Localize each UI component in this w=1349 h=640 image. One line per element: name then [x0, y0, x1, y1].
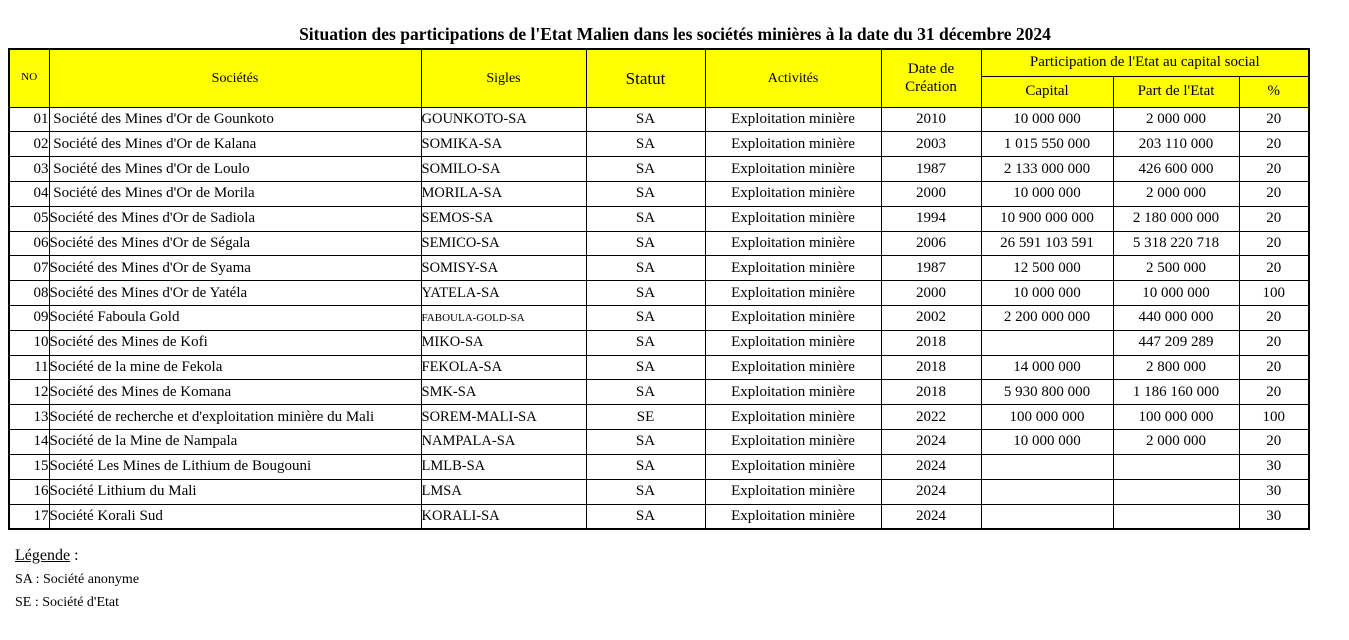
header-date-creation: Date de Création: [881, 49, 981, 107]
cell-no: 16: [9, 479, 49, 504]
cell-part-etat: 2 000 000: [1113, 107, 1239, 132]
cell-pourcentage: 20: [1239, 231, 1309, 256]
cell-date-creation: 2018: [881, 380, 981, 405]
cell-no: 08: [9, 281, 49, 306]
cell-societe: Société des Mines d'Or de Yatéla: [49, 281, 421, 306]
cell-no: 09: [9, 306, 49, 331]
cell-activite: Exploitation minière: [705, 256, 881, 281]
cell-no: 14: [9, 430, 49, 455]
cell-pourcentage: 20: [1239, 256, 1309, 281]
cell-no: 05: [9, 206, 49, 231]
cell-pourcentage: 20: [1239, 430, 1309, 455]
cell-part-etat: 447 209 289: [1113, 330, 1239, 355]
cell-statut: SA: [586, 479, 705, 504]
cell-pourcentage: 20: [1239, 157, 1309, 182]
cell-activite: Exploitation minière: [705, 157, 881, 182]
cell-part-etat: [1113, 454, 1239, 479]
cell-statut: SA: [586, 256, 705, 281]
table-row: [9, 181, 1309, 206]
legend: [15, 547, 139, 611]
cell-sigle: SOMISY-SA: [421, 256, 586, 281]
header-sigles: Sigles: [421, 49, 586, 107]
table-row: [9, 231, 1309, 256]
cell-no: 17: [9, 504, 49, 529]
cell-capital: 10 900 000 000: [981, 206, 1113, 231]
header-activites: Activités: [705, 49, 881, 107]
cell-part-etat: 203 110 000: [1113, 132, 1239, 157]
cell-date-creation: 2024: [881, 479, 981, 504]
cell-capital: 10 000 000: [981, 107, 1113, 132]
cell-part-etat: 2 500 000: [1113, 256, 1239, 281]
cell-pourcentage: 20: [1239, 306, 1309, 331]
cell-part-etat: 2 000 000: [1113, 181, 1239, 206]
cell-capital: 2 200 000 000: [981, 306, 1113, 331]
cell-capital: 10 000 000: [981, 430, 1113, 455]
cell-sigle: SEMICO-SA: [421, 231, 586, 256]
cell-no: 07: [9, 256, 49, 281]
cell-statut: SA: [586, 206, 705, 231]
cell-societe: Société Korali Sud: [49, 504, 421, 529]
cell-sigle: SOMILO-SA: [421, 157, 586, 182]
cell-date-creation: 1987: [881, 157, 981, 182]
cell-sigle: SOMIKA-SA: [421, 132, 586, 157]
cell-part-etat: [1113, 504, 1239, 529]
cell-societe: Société Lithium du Mali: [49, 479, 421, 504]
cell-no: 03: [9, 157, 49, 182]
table-row: [9, 157, 1309, 182]
table-row: [9, 107, 1309, 132]
cell-activite: Exploitation minière: [705, 281, 881, 306]
cell-capital: [981, 504, 1113, 529]
cell-no: 06: [9, 231, 49, 256]
cell-no: 04: [9, 181, 49, 206]
cell-statut: SE: [586, 405, 705, 430]
cell-activite: Exploitation minière: [705, 330, 881, 355]
cell-capital: 10 000 000: [981, 181, 1113, 206]
table-row: [9, 281, 1309, 306]
header-societes: Sociétés: [49, 49, 421, 107]
cell-sigle: SEMOS-SA: [421, 206, 586, 231]
cell-activite: Exploitation minière: [705, 206, 881, 231]
cell-statut: SA: [586, 454, 705, 479]
cell-societe: Société des Mines d'Or de Gounkoto: [49, 107, 421, 132]
cell-date-creation: 2010: [881, 107, 981, 132]
cell-statut: SA: [586, 330, 705, 355]
cell-sigle: MIKO-SA: [421, 330, 586, 355]
cell-societe: Société des Mines d'Or de Syama: [49, 256, 421, 281]
cell-sigle: YATELA-SA: [421, 281, 586, 306]
table-row: [9, 206, 1309, 231]
cell-capital: [981, 479, 1113, 504]
cell-pourcentage: 20: [1239, 355, 1309, 380]
cell-activite: Exploitation minière: [705, 380, 881, 405]
table-row: [9, 405, 1309, 430]
cell-activite: Exploitation minière: [705, 306, 881, 331]
cell-societe: Société des Mines de Komana: [49, 380, 421, 405]
cell-statut: SA: [586, 231, 705, 256]
cell-activite: Exploitation minière: [705, 132, 881, 157]
cell-pourcentage: 20: [1239, 380, 1309, 405]
cell-date-creation: 2024: [881, 454, 981, 479]
legend-title-text: Légende: [15, 547, 71, 564]
cell-societe: Société de la Mine de Nampala: [49, 430, 421, 455]
table-row: [9, 306, 1309, 331]
legend-item-se: SE : Société d'Etat: [15, 595, 120, 610]
table-row: [9, 454, 1309, 479]
participations-table: [8, 48, 1310, 530]
cell-date-creation: 2000: [881, 281, 981, 306]
cell-societe: Société de recherche et d'exploitation minière du Mali: [49, 405, 421, 430]
cell-part-etat: 440 000 000: [1113, 306, 1239, 331]
table-row: [9, 355, 1309, 380]
cell-no: 01: [9, 107, 49, 132]
cell-activite: Exploitation minière: [705, 231, 881, 256]
table-row: [9, 430, 1309, 455]
cell-activite: Exploitation minière: [705, 430, 881, 455]
cell-no: 02: [9, 132, 49, 157]
table-row: [9, 256, 1309, 281]
cell-date-creation: 2006: [881, 231, 981, 256]
cell-sigle: MORILA-SA: [421, 181, 586, 206]
cell-statut: SA: [586, 181, 705, 206]
cell-societe: Société de la mine de Fekola: [49, 355, 421, 380]
cell-capital: 1 015 550 000: [981, 132, 1113, 157]
cell-activite: Exploitation minière: [705, 181, 881, 206]
cell-societe: Société des Mines d'Or de Kalana: [49, 132, 421, 157]
cell-pourcentage: 100: [1239, 405, 1309, 430]
table-row: [9, 330, 1309, 355]
cell-activite: Exploitation minière: [705, 504, 881, 529]
cell-pourcentage: 30: [1239, 504, 1309, 529]
cell-statut: SA: [586, 132, 705, 157]
cell-date-creation: 2024: [881, 504, 981, 529]
cell-societe: Société des Mines de Kofi: [49, 330, 421, 355]
cell-date-creation: 1994: [881, 206, 981, 231]
cell-part-etat: 100 000 000: [1113, 405, 1239, 430]
cell-activite: Exploitation minière: [705, 107, 881, 132]
cell-part-etat: 2 180 000 000: [1113, 206, 1239, 231]
cell-no: 12: [9, 380, 49, 405]
cell-sigle: GOUNKOTO-SA: [421, 107, 586, 132]
cell-pourcentage: 30: [1239, 479, 1309, 504]
document-title: Situation des participations de l'Etat Malien dans les sociétés minières à la date du 31 décembre 2024: [299, 24, 1051, 44]
cell-part-etat: [1113, 479, 1239, 504]
cell-pourcentage: 20: [1239, 206, 1309, 231]
cell-statut: SA: [586, 355, 705, 380]
header-participation-group: Participation de l'Etat au capital social: [981, 49, 1309, 76]
cell-capital: 12 500 000: [981, 256, 1113, 281]
cell-date-creation: 2002: [881, 306, 981, 331]
cell-statut: SA: [586, 504, 705, 529]
cell-capital: 10 000 000: [981, 281, 1113, 306]
cell-statut: SA: [586, 430, 705, 455]
legend-title: [15, 547, 139, 565]
cell-societe: Société des Mines d'Or de Ségala: [49, 231, 421, 256]
header-part-etat: Part de l'Etat: [1113, 76, 1239, 107]
cell-societe: Société Faboula Gold: [49, 306, 421, 331]
cell-pourcentage: 20: [1239, 107, 1309, 132]
cell-sigle: LMLB-SA: [421, 454, 586, 479]
cell-statut: SA: [586, 107, 705, 132]
cell-pourcentage: 30: [1239, 454, 1309, 479]
legend-item-sa: SA : Société anonyme: [15, 572, 140, 587]
cell-date-creation: 2003: [881, 132, 981, 157]
cell-pourcentage: 20: [1239, 132, 1309, 157]
cell-capital: [981, 330, 1113, 355]
table-header: [9, 49, 1309, 107]
header-pourcentage: %: [1239, 76, 1309, 107]
cell-activite: Exploitation minière: [705, 479, 881, 504]
cell-capital: 5 930 800 000: [981, 380, 1113, 405]
cell-statut: SA: [586, 281, 705, 306]
cell-date-creation: 1987: [881, 256, 981, 281]
header-statut: Statut: [586, 49, 705, 107]
cell-no: 10: [9, 330, 49, 355]
cell-activite: Exploitation minière: [705, 454, 881, 479]
cell-statut: SA: [586, 157, 705, 182]
cell-capital: 14 000 000: [981, 355, 1113, 380]
cell-pourcentage: 20: [1239, 181, 1309, 206]
cell-part-etat: 1 186 160 000: [1113, 380, 1239, 405]
cell-statut: SA: [586, 306, 705, 331]
cell-activite: Exploitation minière: [705, 405, 881, 430]
cell-no: 13: [9, 405, 49, 430]
cell-capital: 26 591 103 591: [981, 231, 1113, 256]
cell-pourcentage: 100: [1239, 281, 1309, 306]
cell-sigle: SMK-SA: [421, 380, 586, 405]
cell-no: 11: [9, 355, 49, 380]
table-row: [9, 504, 1309, 529]
table-row: [9, 479, 1309, 504]
header-capital: Capital: [981, 76, 1113, 107]
header-no: NO: [9, 49, 49, 107]
cell-part-etat: 2 800 000: [1113, 355, 1239, 380]
cell-no: 15: [9, 454, 49, 479]
cell-societe: Société des Mines d'Or de Morila: [49, 181, 421, 206]
cell-sigle: NAMPALA-SA: [421, 430, 586, 455]
cell-part-etat: 2 000 000: [1113, 430, 1239, 455]
cell-date-creation: 2024: [881, 430, 981, 455]
cell-statut: SA: [586, 380, 705, 405]
legend-title-colon: :: [70, 547, 79, 564]
cell-part-etat: 5 318 220 718: [1113, 231, 1239, 256]
cell-sigle: LMSA: [421, 479, 586, 504]
cell-date-creation: 2018: [881, 330, 981, 355]
cell-societe: Société des Mines d'Or de Sadiola: [49, 206, 421, 231]
cell-capital: [981, 454, 1113, 479]
cell-part-etat: 10 000 000: [1113, 281, 1239, 306]
cell-capital: 100 000 000: [981, 405, 1113, 430]
cell-part-etat: 426 600 000: [1113, 157, 1239, 182]
cell-date-creation: 2022: [881, 405, 981, 430]
cell-pourcentage: 20: [1239, 330, 1309, 355]
table-row: [9, 132, 1309, 157]
cell-sigle: SOREM-MALI-SA: [421, 405, 586, 430]
cell-societe: Société des Mines d'Or de Loulo: [49, 157, 421, 182]
cell-sigle: KORALI-SA: [421, 504, 586, 529]
table-body: [9, 107, 1309, 529]
table-row: [9, 380, 1309, 405]
cell-date-creation: 2000: [881, 181, 981, 206]
cell-sigle: FEKOLA-SA: [421, 355, 586, 380]
cell-sigle: FABOULA-GOLD-SA: [421, 306, 586, 331]
cell-date-creation: 2018: [881, 355, 981, 380]
cell-capital: 2 133 000 000: [981, 157, 1113, 182]
cell-activite: Exploitation minière: [705, 355, 881, 380]
cell-societe: Société Les Mines de Lithium de Bougouni: [49, 454, 421, 479]
